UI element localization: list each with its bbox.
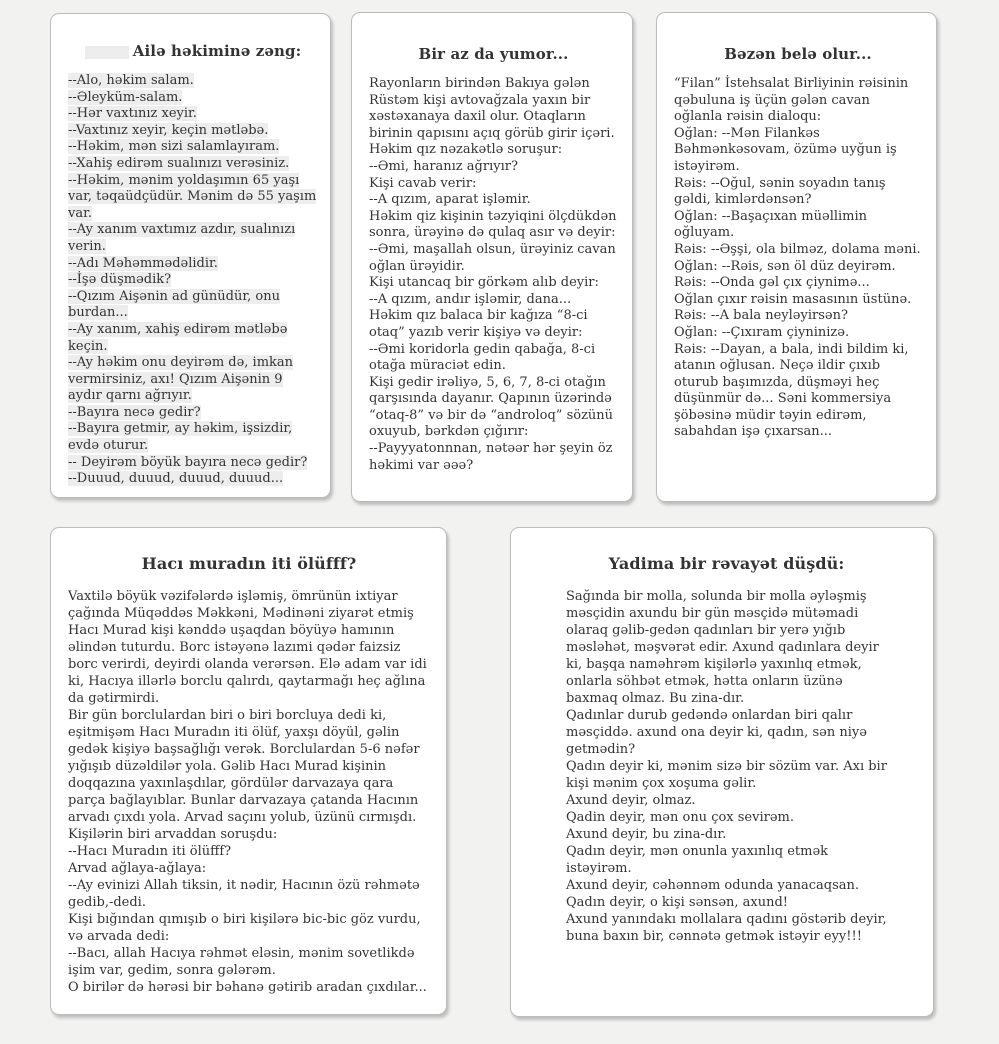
text-line: -- Deyirəm böyük bayıra necə gedir? (68, 454, 308, 470)
text-line: Qadın deyir, mən onunla yaxınlıq etmək istəyirəm. (566, 844, 829, 876)
text-line: Rəis: --Oğul, sənin soyadın tanış gəldi, kimlərdənsən? (674, 175, 886, 208)
text-line: Qadınlar durub gedəndə onlardan biri qalır məsçiddə. axund ona deyir ki, qadın, sən niyə getmədin? (566, 708, 867, 757)
card-title (369, 45, 618, 63)
card-title-text: Hacı muradın iti ölüfff? (141, 554, 357, 573)
card-body (674, 76, 922, 441)
title-highlight-band (85, 46, 129, 59)
text-line: Axund deyir, bu zina-dır. (566, 827, 727, 842)
text-line: --A qızım, aparat işləmir. (369, 192, 531, 208)
text-line: Bir gün borclulardan biri o biri borcluya dedi ki, eşitmişəm Hacı Muradın iti ölüf, yaxşı döyül, gəlin gedək kişiyə başsağlığı verək. Borclulardan 5-6 nəfər yığışıb düzəldilər yola. Gəlib Hacı Murad kişinin doqqazına yaxınlaşdılar, gördülər darvazaya qara parça bağlayıblar. Bunlar darvazaya çatanda Hacının arvadı çıxdı yola. Arvad saçını yolub, üzünü cırmışdı. Kişilərin biri arvaddan soruşdu: (68, 708, 420, 842)
text-line: --Bayıra necə gedir? (68, 404, 201, 420)
text-line: Kişi gedir irəliyə, 5, 6, 7, 8-ci otağın qarşısında dayanır. Qapının üzərində “otaq-8” və bir də “androloq” sözünü oxuyub, bərkdən çığırır: (369, 374, 614, 440)
card-title (68, 42, 318, 60)
text-line: --Payyyatonnnan, nətəər hər şeyin öz həkimi var əəə? (369, 441, 613, 473)
card-body (68, 73, 318, 488)
text-line: Oğlan: --Mən Filankəs Bəhmənkəsovam, özümə uyğun iş istəyirəm. (674, 125, 897, 174)
text-line: Həkim qiz kişinin təzyiqini ölçdükdən sonra, ürəyinə də qulaq asır və deyir: (369, 208, 617, 241)
text-line: Vaxtilə böyük vəzifələrdə işləmiş, ömrünün ixtiyar çağında Müqəddəs Məkkəni, Mədinəni ziyarət etmiş Hacı Murad kişi kənddə uşaqdan böyüyə hamının əlindən tuturdu. Borc istəyənə lazımi qədər faizsiz borc verirdi, deyirdi olanda verərsən. Elə adam var idi ki, Hacıya illərlə borclu qalırdı, qaytarmağı heç ağlına da gətirmirdi. (68, 589, 427, 706)
text-line: Qadın deyir ki, mənim sizə bir sözüm var. Axı bir kişi mənim çox xoşuma gəlir. (566, 759, 887, 791)
text-line: --Əleyküm-salam. (68, 89, 183, 105)
text-line: Rəis: --Əşşi, ola bilməz, dolama məni. (674, 241, 921, 257)
text-line: --Əmi, haranız ağrıyır? (369, 158, 518, 174)
text-line: Kişi cavab verir: (369, 175, 477, 191)
text-line: Arvad ağlaya-ağlaya: (68, 861, 207, 876)
text-line: Qadin deyir, mən onu çox sevirəm. (566, 810, 794, 825)
card-body (68, 588, 430, 996)
text-line: --Həkim, mənim yoldaşımın 65 yaşı var, təqaüdçüdür. Mənim də 55 yaşım var. (68, 172, 317, 221)
text-line: Rəis: --Dayan, a bala, indi bildim ki, atanın oğlusan. Neçə ildir çıxıb oturub başımızda, düşməyi heç düşünmür də... Səni kommersiya şöbəsinə müdir təyin edirəm, sabahdan işə çıxarsan... (674, 341, 909, 440)
text-line: --Bayıra getmir, ay həkim, işsizdir, evdə oturur. (68, 421, 293, 454)
card-body (369, 76, 618, 474)
text-line: Həkim qız balaca bir kağıza “8-ci otaq” yazıb verir kişiyə və deyir: (369, 308, 588, 340)
text-line: Oğlan: --Başaçıxan müəllimin oğluyam. (674, 208, 868, 241)
joke-card-legend (510, 527, 934, 1017)
text-line: Oğlan: --Rəis, sən öl düz deyirəm. (674, 258, 896, 274)
text-line: Axund yanındakı mollalara qadını göstərib deyir, buna baxın bir, cənnətə getmək istəyir eyy!!! (566, 912, 887, 944)
text-line: --Ay xanım vaxtımız azdır, sualınızı verin. (68, 222, 296, 254)
text-line: Kişi bığından qımışıb o biri kişilərə bic-bic göz vurdu, və arvada dedi: (68, 912, 421, 944)
text-line: --A qızım, andır işləmir, dana... (369, 291, 572, 307)
card-title (68, 554, 430, 573)
text-line: --Ay evinizi Allah tiksin, it nədir, Hacının özü rəhmətə gedib,-dedi. (68, 878, 420, 910)
text-line: Oğlan çıxır rəisin masasının üstünə. (674, 291, 912, 307)
text-line: --Həkim, mən sizi salamlayıram. (68, 139, 280, 155)
text-line: --Alo, həkim salam. (68, 73, 194, 88)
text-line: --Hər vaxtınız xeyir. (68, 106, 197, 122)
card-title-text: Yadima bir rəvayət düşdü: (608, 554, 845, 573)
text-line: Oğlan: --Çıxıram çiyninizə. (674, 324, 850, 340)
text-line: --Əmi, maşallah olsun, ürəyiniz cavan oğlan ürəyidir. (369, 241, 616, 274)
text-line: Qadın deyir, o kişi sənsən, axund! (566, 895, 789, 910)
text-line: “Filan” İstehsalat Birliyinin rəisinin qəbuluna iş üçün gələn cavan oğlanla rəisin dialoqu: (674, 76, 909, 125)
card-title-text: Ailə həkiminə zəng: (132, 42, 302, 60)
text-line: --Qızım Aişənin ad günüdür, onu burdan... (68, 288, 280, 321)
text-line: --Duuud, duuud, duuud, duuud... (68, 471, 284, 487)
joke-card-sometimes-happens (656, 12, 937, 502)
text-line: --Ay həkim onu deyirəm də, imkan vermirsiniz, axı! Qızım Aişənin 9 aydır qarnı ağrıyır. (68, 355, 294, 404)
text-line: --Xahiş edirəm sualınızı verəsiniz. (68, 155, 290, 171)
text-line: O birilər də hərəsi bir bəhanə gətirib aradan çıxdılar... (68, 980, 427, 995)
text-line: --Bacı, allah Hacıya rəhmət eləsin, mənim sovetlikdə işim var, gedim, sonra gələrəm. (68, 946, 415, 978)
text-line: Axund deyir, olmaz. (566, 793, 696, 808)
text-line: --Hacı Muradın iti ölüfff? (68, 844, 232, 859)
text-line: --Əmi koridorla gedin qabağa, 8-ci otağa müraciət edin. (369, 341, 596, 374)
card-title-text: Bəzən belə olur... (724, 45, 872, 63)
card-title (566, 554, 887, 573)
joke-card-bit-of-humor (351, 12, 633, 502)
joke-card-family-doctor (50, 13, 331, 498)
card-title (674, 45, 922, 63)
text-line: Sağında bir molla, solunda bir molla əyləşmiş məsçidin axundu bir gün məsçidə mütəmadi olaraq gəlib-gedən qadınları bir yerə yığıb məsləhət, məşvərət edir. Axund qadınlara deyir ki, başqa naməhrəm kişilərlə yaxınlıq etmək, onlarla söhbət etmək, hətta onların üzünə baxmaq olmaz. Bu zina-dır. (566, 589, 879, 706)
text-line: Rəis: --Onda gəl çıx çiynimə... (674, 275, 870, 291)
card-title-text: Bir az da yumor... (418, 45, 569, 63)
text-line: Rəis: --A bala neyləyirsən? (674, 308, 848, 324)
joke-card-haji-murad-dog (50, 527, 447, 1015)
card-body (566, 588, 887, 945)
text-line: Axund deyir, cəhənnəm odunda yanacaqsan. (566, 878, 860, 893)
text-line: --Ay xanım, xahiş edirəm mətləbə keçin. (68, 321, 288, 354)
text-line: --İşə düşmədik? (68, 272, 172, 288)
text-line: Kişi utancaq bir görkəm alıb deyir: (369, 275, 599, 291)
text-line: Rayonların birindən Bakıya gələn Rüstəm kişi avtovağzala yaxın bir xəstəxanaya daxil olur. Otaqların birinin qapısını açıq görüb girir içəri. Həkim qız nəzakətlə soruşur: (369, 76, 615, 158)
text-line: --Adı Məhəmmədəlidir. (68, 255, 218, 271)
text-line: --Vaxtınız xeyir, keçin mətləbə. (68, 122, 269, 138)
